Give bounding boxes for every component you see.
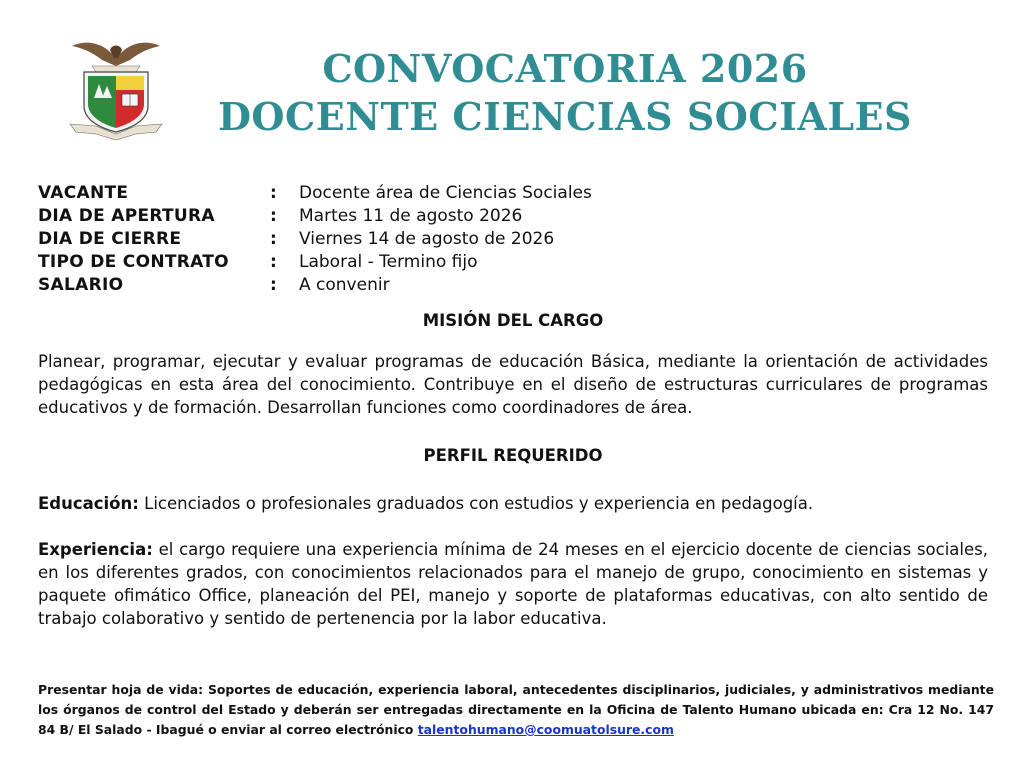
- info-row-cierre: [38, 228, 988, 251]
- experiencia-text: el cargo requiere una experiencia mínima de 24 meses en el ejercicio docente de ciencias sociales, en los diferentes grados, con conocimientos relacionados para el manejo de grupo, conocimiento en sistemas y paquete ofimático Office, planeación del PEI, manejo y soporte de plataformas educativas, con alto sentido de trabajo colaborativo y sentido de pertenencia por la labor educativa.: [38, 540, 988, 628]
- info-row-apertura: [38, 205, 988, 228]
- info-colon: :: [270, 228, 277, 249]
- page-title-line1: CONVOCATORIA 2026: [322, 46, 808, 91]
- info-label: DIA DE CIERRE: [38, 228, 182, 249]
- info-value: Viernes 14 de agosto de 2026: [299, 228, 555, 249]
- footer-instructions: [38, 680, 994, 740]
- info-label: VACANTE: [38, 183, 129, 204]
- educacion-label: Educación:: [38, 494, 139, 513]
- footer-text: Presentar hoja de vida: Soportes de educación, experiencia laboral, antecedentes disciplinarios, judiciales, y administrativos mediante los órganos de control del Estado y deberán ser entregadas directamente en la Oficina de Talento Humano ubicada en: Cra 12 No. 147 84 B/ El Salado - Ibagué o enviar al correo electrónico: [38, 682, 994, 737]
- experiencia-paragraph: [38, 538, 988, 630]
- info-colon: :: [270, 274, 277, 295]
- info-value: A convenir: [299, 274, 390, 295]
- info-value: Laboral - Termino fijo: [299, 251, 478, 272]
- info-label: DIA DE APERTURA: [38, 206, 215, 227]
- info-row-contrato: [38, 250, 988, 273]
- page-title-line2: DOCENTE CIENCIAS SOCIALES: [217, 94, 913, 139]
- info-value: Docente área de Ciencias Sociales: [299, 183, 592, 204]
- info-colon: :: [270, 183, 277, 204]
- info-row-vacante: [38, 182, 988, 205]
- vacancy-info-table: [38, 182, 988, 296]
- info-label: TIPO DE CONTRATO: [38, 251, 229, 272]
- info-value: Martes 11 de agosto 2026: [299, 206, 523, 227]
- info-label: SALARIO: [38, 274, 124, 295]
- mision-text: Planear, programar, ejecutar y evaluar programas de educación Básica, mediante la orientación de actividades pedagógicas en esta área del conocimiento. Contribuye en el diseño de estructuras curriculares de programas educativos y de formación. Desarrollan funciones como coordinadores de área.: [38, 352, 988, 417]
- email-link[interactable]: talentohumano@coomuatolsure.com: [417, 722, 674, 737]
- mision-heading: MISIÓN DEL CARGO: [422, 311, 604, 330]
- coat-of-arms-logo-icon: [66, 36, 166, 140]
- educacion-text: Licenciados o profesionales graduados con estudios y experiencia en pedagogía.: [138, 494, 814, 513]
- info-colon: :: [270, 251, 277, 272]
- info-colon: :: [270, 206, 277, 227]
- educacion-paragraph: [38, 492, 988, 515]
- info-row-salario: [38, 273, 988, 296]
- experiencia-label: Experiencia:: [38, 540, 153, 559]
- perfil-heading: PERFIL REQUERIDO: [423, 446, 603, 465]
